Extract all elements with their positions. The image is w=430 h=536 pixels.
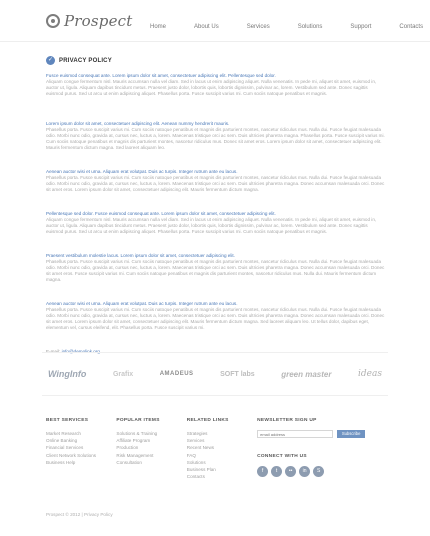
footer-link[interactable]: Affiliate Program: [116, 438, 151, 444]
partner-logo[interactable]: AMADEUS: [159, 371, 194, 377]
connect-with-us: [257, 454, 386, 477]
footer-link[interactable]: FAQ: [186, 452, 196, 458]
footer-link[interactable]: Business Plan: [186, 467, 216, 473]
policy-section: [46, 169, 386, 205]
footer-link[interactable]: Solutions & Training: [116, 431, 158, 436]
footer-column-title: POPULAR ITEMS: [116, 418, 160, 423]
email-label: E-mail:: [46, 349, 61, 354]
page-title-text: PRIVACY POLICY: [59, 57, 112, 64]
policy-section: [46, 211, 386, 247]
footer-link[interactable]: Market Research: [46, 431, 81, 436]
main-nav: [150, 24, 423, 30]
footer-link[interactable]: Contacts: [186, 474, 205, 480]
newsletter-email-input[interactable]: [257, 430, 333, 438]
section-body: Phasellus porta. Fusce suscipit varius mi. Cum sociis natoque penatibus et magnis dis parturient montes, nascetur ridiculus mus. Nulla dui. Fusce feugiat malesuada odio. Morbi nunc odio, gravida at, cursus nec, luctus a, lorem. Maecenas tristique orci ac sem. Duis ultricies pharetra magna. Donec accumsan malesuada orci. Donec sit amet eros. Lorem ipsum dolor sit amet, consectetuer adipiscing elit. Mauris fermentum dictum magna. Sed laoreet aliquam leo. Ut tellus dolor, dapibus eget, elementum vel, cursus eleifend, elit. Phasellus porta. Fusce suscipit varius mi.: [46, 307, 385, 330]
footer-link[interactable]: Recent News: [186, 445, 215, 451]
shield-icon: ✓: [47, 57, 54, 63]
policy-section: [46, 121, 386, 163]
footer-column-title: RELATED LINKS: [186, 418, 229, 423]
footer-link[interactable]: Business Help: [46, 459, 76, 465]
footer-link[interactable]: Risk Management: [116, 452, 154, 458]
footer-column-popular-items: [116, 418, 186, 480]
nav-services[interactable]: Services: [246, 24, 270, 30]
policy-section: [46, 253, 386, 295]
partner-logo[interactable]: WingInfo: [48, 369, 87, 379]
newsletter-title: NEWSLETTER SIGN UP: [257, 418, 317, 423]
partner-logo[interactable]: ideas: [358, 369, 382, 379]
newsletter-signup: [257, 418, 386, 480]
facebook-icon[interactable]: f: [257, 466, 268, 477]
main-content: [46, 56, 386, 355]
footer-link[interactable]: Client Network Solutions: [46, 452, 97, 458]
section-heading[interactable]: Fusce euismod consequat ante. Lorem ipsum dolor sit amet, consectetuer adipiscing elit. Pellentesque sed dolor.: [46, 73, 276, 78]
partner-logo[interactable]: Grafix: [112, 370, 134, 378]
site-header: [0, 0, 430, 42]
logo-mark-icon: [46, 14, 60, 28]
section-body: Phasellus porta. Fusce suscipit varius mi. Cum sociis natoque penatibus et magnis dis parturient montes, nascetur ridiculus mus. Nulla dui. Fusce feugiat malesuada odio. Morbi nunc odio, gravida at, cursus nec, luctus a, lorem. Maecenas tristique orci ac sem. Duis ultricies pharetra magna. Donec accumsan malesuada orci. Donec sit amet eros. Fusce suscipit varius mi. Cum sociis natoque penatibus et magnis dis parturient montes, nascetur ridiculus mus. Nulla dui. Mauris fermentum dictum magna.: [46, 259, 385, 282]
page-title: [46, 56, 386, 65]
subscribe-button[interactable]: Subscribe: [337, 430, 365, 438]
footer-link[interactable]: Solutions: [186, 459, 206, 465]
nav-contacts[interactable]: Contacts: [399, 24, 424, 30]
section-heading[interactable]: Lorem ipsum dolor sit amet, consectetuer adipiscing elit. Aenean nummy hendrerit mauris.: [46, 121, 230, 126]
footer-column-related-links: [187, 418, 257, 480]
nav-about-us[interactable]: About Us: [194, 24, 219, 30]
logo-text: Prospect: [64, 12, 133, 30]
section-body: Aliquam congue fermentum nisl. Mauris accumsan nulla vel diam. Sed in lacus ut enim adipiscing aliquet. Nulla venenatis. In pede mi, aliquet sit amet, euismod in, auctor ut, ligula. Aliquam dapibus tincidunt metus. Praesent justo dolor, lobortis quis, lobortis dignissim, pulvinar ac, lorem. Vestibulum sed ante. Donec sagittis euismod purus. Sed ut arcu ut enim adipiscing aliquet. Phasellus porta. Fusce suscipit varius mi. Cum sociis natoque penatibus et magnis.: [46, 217, 377, 234]
footer-link[interactable]: Financial Services: [46, 445, 84, 451]
copyright: Prospect © 2012 | Privacy Policy: [46, 512, 113, 517]
flickr-icon[interactable]: ••: [285, 466, 296, 477]
partner-logo[interactable]: SOFT labs: [220, 370, 255, 378]
footer-link[interactable]: Strategies: [186, 431, 208, 436]
newsletter-form: [257, 430, 386, 438]
footer-link[interactable]: Consultation: [116, 459, 142, 465]
logo[interactable]: [46, 12, 133, 30]
footer-column-title: BEST SERVICES: [46, 418, 89, 423]
nav-support[interactable]: Support: [350, 24, 372, 30]
site-footer: [46, 418, 386, 480]
section-heading[interactable]: Aenean auctor wisi et urna. Aliquam erat volutpat. Duis ac turpis. Integer rutrum ante eu lacus.: [46, 169, 238, 174]
email-link[interactable]: info@demolink.org: [61, 349, 100, 354]
section-body: Phasellus porta. Fusce suscipit varius mi. Cum sociis natoque penatibus et magnis dis parturient montes, nascetur ridiculus mus. Nulla dui. Fusce feugiat malesuada odio. Morbi nunc odio, gravida at, cursus nec, luctus a, lorem. Maecenas tristique orci ac sem. Duis ultricies pharetra magna. Donec accumsan malesuada orci. Donec sit amet eros. Lorem ipsum dolor sit amet, consectetuer adipiscing elit. Mauris fermentum dictum magna.: [46, 175, 385, 192]
linkedin-icon[interactable]: in: [299, 466, 310, 477]
partner-logo[interactable]: green master: [281, 369, 332, 379]
section-heading[interactable]: Pellentesque sed dolor. Fusce euismod consequat ante. Lorem ipsum dolor sit amet, consectetuer adipiscing elit.: [46, 211, 276, 216]
footer-link[interactable]: Production: [116, 445, 139, 451]
nav-home[interactable]: Home: [150, 24, 167, 30]
footer-link[interactable]: Online Banking: [46, 438, 78, 444]
partner-logos: [42, 352, 388, 396]
footer-link[interactable]: Services: [186, 438, 205, 444]
skype-icon[interactable]: S: [313, 466, 324, 477]
connect-title: CONNECT WITH US: [257, 454, 307, 459]
section-body: Phasellus porta. Fusce suscipit varius mi. Cum sociis natoque penatibus et magnis dis parturient montes, nascetur ridiculus mus. Nulla dui. Fusce feugiat malesuada odio. Morbi nunc odio, gravida at, cursus nec, luctus a, lorem. Maecenas tristique orci ac sem. Duis ultricies pharetra magna. Phasellus porta. Fusce suscipit varius mi. Cum sociis natoque penatibus et magnis dis parturient montes, nascetur ridiculus mus. Donec sit amet eros. Lorem ipsum dolor sit amet, consectetuer adipiscing elit. Mauris fermentum dictum magna. Sed laoreet aliquam leo.: [46, 127, 385, 150]
social-icons: [257, 466, 386, 477]
policy-section: [46, 301, 386, 343]
section-body: Aliquam congue fermentum nisl. Mauris accumsan nulla vel diam. Sed in lacus ut enim adipiscing aliquet. Nulla venenatis. In pede mi, aliquet sit amet, euismod in, auctor ut, ligula. Aliquam dapibus tincidunt metus. Praesent justo dolor, lobortis quis, lobortis dignissim, pulvinar ac, lorem. Vestibulum sed ante. Donec sagittis euismod purus. Sed ut arcu ut enim adipiscing aliquet. Phasellus porta. Fusce suscipit varius mi. Cum sociis natoque penatibus et magnis.: [46, 79, 377, 96]
twitter-icon[interactable]: t: [271, 466, 282, 477]
section-heading[interactable]: Praesent vestibulum molestie lacus. Lorem ipsum dolor sit amet, consectetuer adipiscing elit.: [46, 253, 235, 258]
footer-column-best-services: [46, 418, 116, 480]
nav-solutions[interactable]: Solutions: [297, 24, 323, 30]
section-heading[interactable]: Aenean auctor wisi et urna. Aliquam erat volutpat. Duis ac turpis. Integer rutrum ante eu lacus.: [46, 301, 238, 306]
policy-section: [46, 73, 386, 115]
